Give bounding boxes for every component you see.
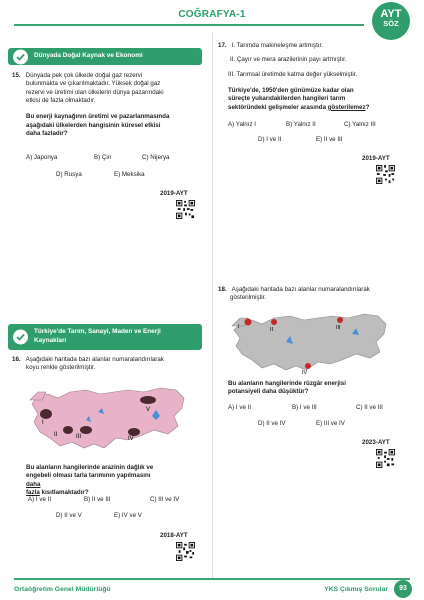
option-e[interactable]: E) II ve III bbox=[316, 136, 343, 143]
option-e[interactable]: E) III ve IV bbox=[316, 420, 345, 427]
option-a[interactable]: A) Japonya bbox=[26, 154, 58, 161]
map-label-v: V bbox=[146, 407, 151, 413]
question-16-options-row-1 bbox=[28, 496, 179, 504]
option-c[interactable]: C) Nijerya bbox=[142, 154, 170, 161]
question-17-prompt-line: sektöründeki gelişmeler arasında gösterilemez? bbox=[228, 103, 370, 111]
question-18-text-line: gösterilmiştir. bbox=[230, 294, 267, 302]
question-15-text-line: etkisi de fazla olmaktadır. bbox=[26, 97, 96, 105]
area-marker-iv bbox=[305, 363, 311, 369]
map-label-ii: II bbox=[270, 327, 274, 333]
question-16-prompt-line: fazla kısıtlamaktadır? bbox=[26, 489, 89, 497]
question-16-prompt-line: Bu alanların hangilerinde arazinin dağlık ve bbox=[26, 464, 154, 471]
turkey-outline bbox=[234, 314, 386, 370]
question-16 bbox=[12, 356, 208, 373]
section-title-line: Türkiye'de Tarım, Sanayi, Maden ve Enerji bbox=[34, 328, 161, 336]
question-15-text-line: bulunmakta ve çıkarılmaktadır. Yüksek doğal gaz bbox=[26, 80, 161, 88]
exam-year-label: 2019-AYT bbox=[362, 155, 390, 162]
map-label-i: I bbox=[42, 420, 44, 426]
question-16-prompt-line: engebeli olması tarla tarımının yapılmasını bbox=[26, 472, 151, 480]
question-18-prompt-line: Bu alanların hangilerinde rüzgâr enerjisi bbox=[228, 380, 346, 387]
option-c[interactable]: C) III ve IV bbox=[150, 496, 180, 503]
qr-code-icon bbox=[376, 165, 395, 184]
question-16-prompt-line: daha bbox=[26, 480, 41, 488]
option-b[interactable]: B) Yalnız II bbox=[286, 121, 316, 128]
option-b[interactable]: B) II ve III bbox=[84, 496, 111, 503]
map-label-iii: III bbox=[76, 434, 82, 440]
option-c[interactable]: C) Yalnız III bbox=[344, 121, 376, 128]
option-d[interactable]: D) II ve V bbox=[56, 512, 82, 519]
footer-divider bbox=[14, 578, 410, 580]
header-divider bbox=[14, 24, 364, 26]
question-17-prompt-line: Türkiye'de, 1950'den günümüze kadar olan bbox=[228, 87, 354, 95]
section-header-natural-resources bbox=[8, 48, 202, 65]
question-17 bbox=[218, 42, 414, 112]
question-15-text-line: 15. Dünyada pek çok ülkede doğal gaz rezervi bbox=[12, 72, 143, 79]
option-a[interactable]: A) Yalnız I bbox=[228, 121, 256, 128]
question-15 bbox=[12, 72, 208, 139]
qr-code-icon bbox=[376, 449, 395, 468]
turkey-map-q18 bbox=[228, 308, 388, 378]
area-marker-iii bbox=[337, 317, 343, 323]
option-d[interactable]: D) I ve II bbox=[258, 136, 282, 143]
question-15-text-line: rezervi ve üretimi olan ülkelerin dünya pazarındaki bbox=[26, 88, 164, 96]
option-b[interactable]: B) Çin bbox=[94, 154, 112, 161]
question-15-prompt-line: aşağıdaki ülkelerden hangisinin küresel etkisi bbox=[26, 121, 161, 129]
check-icon bbox=[13, 49, 28, 64]
area-marker-ii bbox=[271, 319, 277, 325]
exam-year-label: 2019-AYT bbox=[160, 190, 188, 197]
map-label-iii: III bbox=[336, 325, 341, 331]
turkey-map-q16 bbox=[28, 378, 188, 458]
question-15-options-row-2 bbox=[56, 171, 145, 179]
question-18-text-line: 18. Aşağıdaki haritada bazı alanlar numaralandırılarak bbox=[218, 286, 370, 293]
badge-top-label: AYT bbox=[380, 8, 402, 20]
option-a[interactable]: A) I ve II bbox=[28, 496, 52, 503]
question-17-item: II. Çayır ve mera arazilerinin payı artmıştır. bbox=[230, 56, 347, 64]
question-18-options-row-1 bbox=[228, 404, 383, 412]
question-15-prompt-line: daha fazladır? bbox=[26, 130, 68, 138]
exam-year-label: 2018-AYT bbox=[160, 532, 188, 539]
option-d[interactable]: D) II ve IV bbox=[258, 420, 286, 427]
area-marker-i bbox=[245, 319, 252, 326]
option-c[interactable]: C) II ve III bbox=[356, 404, 383, 411]
page-title: COĞRAFYA-1 bbox=[178, 9, 246, 20]
option-e[interactable]: E) IV ve V bbox=[114, 512, 142, 519]
question-17-prompt-line: süreçte yukarıdakilerden hangileri tarım bbox=[228, 95, 346, 103]
area-marker-i bbox=[40, 409, 52, 419]
area-marker-ii bbox=[63, 426, 73, 434]
question-number: 15. bbox=[12, 72, 21, 79]
section-header-agriculture-industry bbox=[8, 324, 202, 350]
map-label-iv: IV bbox=[302, 370, 308, 376]
area-marker-iv bbox=[128, 428, 140, 436]
question-16-options-row-2 bbox=[56, 512, 142, 520]
column-divider bbox=[212, 32, 213, 580]
page-number: 93 bbox=[394, 580, 412, 598]
option-e[interactable]: E) Meksika bbox=[114, 171, 145, 178]
question-18-options-row-2 bbox=[258, 420, 345, 428]
question-16-text-line: koyu renkle gösterilmiştir. bbox=[26, 364, 96, 372]
question-18 bbox=[218, 286, 414, 303]
section-title: Dünyada Doğal Kaynak ve Ekonomi bbox=[34, 52, 143, 60]
map-label-iv: IV bbox=[128, 436, 134, 442]
area-marker-iii bbox=[80, 426, 92, 434]
map-label-i: I bbox=[238, 324, 240, 330]
option-a[interactable]: A) I ve II bbox=[228, 404, 252, 411]
question-16-prompt bbox=[26, 464, 208, 497]
footer-publisher: Ortaöğretim Genel Müdürlüğü bbox=[14, 586, 111, 593]
badge-bottom-label: SÖZ bbox=[383, 19, 399, 28]
question-17-item: III. Tarımsal üretimde katma değer yükselmiştir. bbox=[228, 70, 358, 78]
ayt-badge bbox=[372, 2, 410, 40]
question-17-options-row-2 bbox=[258, 136, 342, 144]
exam-year-label: 2023-AYT bbox=[362, 439, 390, 446]
question-15-options-row-1 bbox=[26, 154, 170, 162]
option-b[interactable]: B) I ve III bbox=[292, 404, 317, 411]
qr-code-icon bbox=[176, 542, 195, 561]
area-marker-v bbox=[140, 396, 156, 404]
question-16-text-line: 16. Aşağıdaki haritada bazı alanlar numaralandırılarak bbox=[12, 356, 164, 363]
question-17-item: 17. I. Tarımda makineleşme artmıştır. bbox=[218, 42, 323, 49]
footer-series-title: YKS Çıkmış Sorular bbox=[324, 586, 388, 593]
question-number: 16. bbox=[12, 356, 21, 363]
turkey-outline bbox=[32, 388, 184, 448]
qr-code-icon bbox=[176, 200, 195, 219]
question-15-prompt-line: Bu enerji kaynağının üretimi ve pazarlanmasında bbox=[26, 113, 170, 121]
question-18-prompt-line: potansiyeli daha düşüktür? bbox=[228, 388, 309, 396]
question-18-prompt bbox=[228, 380, 410, 397]
option-d[interactable]: D) Rusya bbox=[56, 171, 82, 178]
check-icon bbox=[13, 330, 28, 345]
section-title-line: Kaynakları bbox=[34, 337, 67, 344]
question-17-options-row-1 bbox=[228, 121, 376, 129]
map-label-ii: II bbox=[54, 432, 58, 438]
question-number: 17. bbox=[218, 42, 227, 49]
question-number: 18. bbox=[218, 286, 227, 293]
